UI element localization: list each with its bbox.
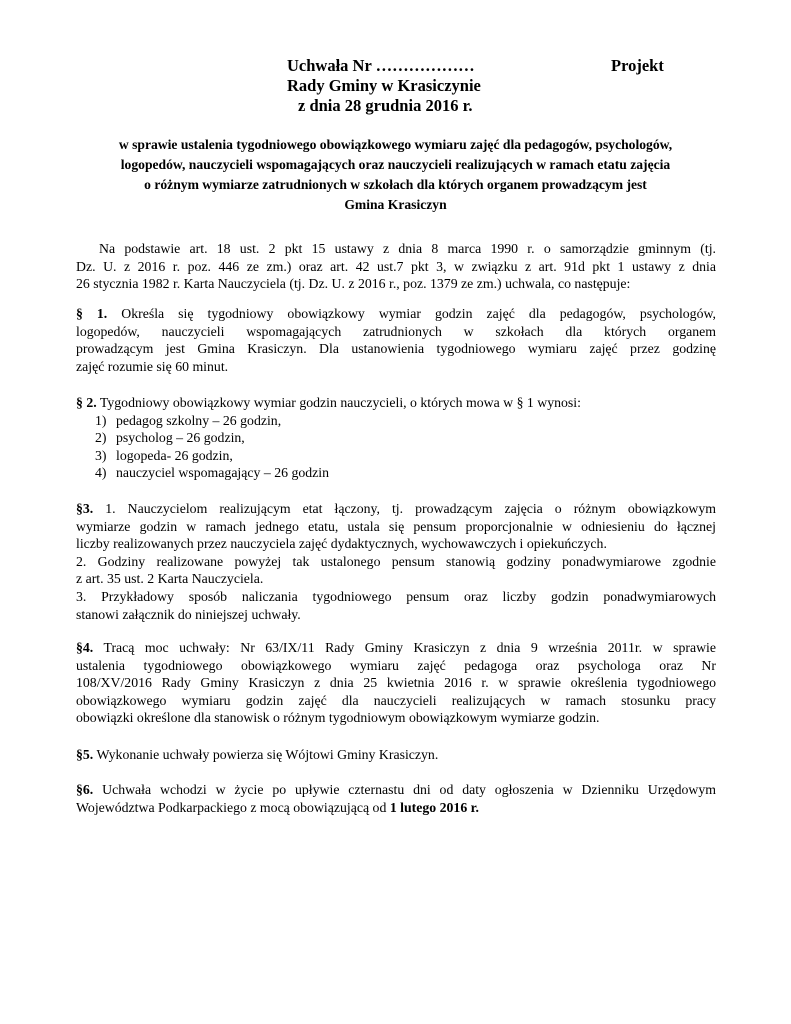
list-item-text: pedagog szkolny – 26 godzin, (116, 412, 282, 428)
paragraph-label: §4. (76, 640, 94, 655)
paragraph-line: 108/XV/2016 Rady Gminy Krasiczyn z dnia 25 kwietnia 2016 r. w sprawie określenia tygodniowego (76, 675, 716, 691)
legal-basis-line: 26 stycznia 1982 r. Karta Nauczyciela (tj. Dz. U. z 2016 r., poz. 1379 ze zm.) uchwala, co następuje: (76, 276, 631, 292)
subject-line: o różnym wymiarze zatrudnionych w szkołach dla których organem prowadzącym jest (144, 177, 647, 192)
paragraph-line: z art. 35 ust. 2 Karta Nauczyciela. (76, 571, 264, 587)
legal-basis-line: Na podstawie art. 18 ust. 2 pkt 15 ustawy z dnia 8 marca 1990 r. o samorządzie gminnym (tj. (99, 241, 716, 256)
paragraph-3 (76, 500, 716, 623)
point-number: 1. (105, 501, 116, 516)
paragraph-line: wymiarze godzin w ramach jednego etatu, ustala się pensum proporcjonalnie w odniesieniu do łącznej (76, 518, 716, 534)
list-item-text: nauczyciel wspomagający – 26 godzin (116, 465, 330, 481)
resolution-number: Uchwała Nr ……………… (287, 56, 475, 75)
paragraph-line: liczby realizowanych przez nauczyciela zajęć dydaktycznych, wychowawczych i opiekuńczych. (76, 536, 607, 552)
paragraph-line: 3. Przykładowy sposób naliczania tygodniowego pensum oraz liczby godzin ponadwymiarowych (76, 588, 716, 604)
list-item (76, 429, 716, 447)
paragraph-label: §5. (76, 747, 94, 762)
paragraph-line: Określa się tygodniowy obowiązkowy wymiar godzin zajęć dla pedagogów, psychologów, (121, 306, 716, 321)
paragraph-line: Uchwała wchodzi w życie po upływie czternastu dni od daty ogłoszenia w Dzienniku Urzędowym (102, 782, 716, 797)
rates-list (76, 412, 716, 482)
subject-line: w sprawie ustalenia tygodniowego obowiązkowego wymiaru zajęć dla pedagogów, psychologów, (118, 137, 673, 152)
council-name: Rady Gminy w Krasiczynie (287, 76, 481, 95)
subject-line: Gmina Krasiczyn (344, 197, 447, 212)
list-item-text: logopeda- 26 godzin, (116, 447, 233, 463)
paragraph-label: § 1. (76, 306, 108, 321)
subject-line: logopedów, nauczycieli wspomagających oraz nauczycieli realizujących w ramach etatu zajęcia (120, 157, 671, 172)
list-item (76, 447, 716, 465)
paragraph-line: logopedów, nauczycieli wspomagających zatrudnionych w szkołach dla których organem (76, 323, 716, 339)
paragraph-line: stanowi załącznik do niniejszej uchwały. (76, 606, 301, 622)
paragraph-label: §6. (76, 782, 94, 797)
paragraph-label: § 2. (76, 395, 97, 410)
list-item-text: psycholog – 26 godzin, (116, 430, 245, 446)
paragraph-line: Tracą moc uchwały: Nr 63/IX/11 Rady Gminy Krasiczyn z dnia 9 września 2011r. w sprawie (103, 640, 716, 655)
list-item-number: 3) (95, 447, 107, 463)
paragraph-line: 2. Godziny realizowane powyżej tak ustalonego pensum stanowią godziny ponadwymiarowe zgodnie (76, 553, 716, 569)
paragraph-line: Nauczycielom realizującym etat łączony, tj. prowadzącym zajęcia o różnym obowiązkowym (127, 501, 716, 516)
list-item (76, 464, 716, 482)
paragraph-2 (76, 394, 716, 482)
paragraph-5 (76, 746, 716, 764)
project-label: Projekt (611, 56, 664, 75)
paragraph-line: Tygodniowy obowiązkowy wymiar godzin nauczycieli, o których mowa w § 1 wynosi: (99, 395, 581, 410)
paragraph-6 (76, 781, 716, 816)
paragraph-line: prowadzącym jest Gmina Krasiczyn. Dla ustanowienia tygodniowego wymiaru zajęć przez godzinę (76, 341, 716, 357)
resolution-subject (60, 135, 731, 215)
list-item-number: 2) (95, 430, 107, 446)
paragraph-line: Województwa Podkarpackiego z mocą obowiązującą od (76, 799, 387, 815)
paragraph-4 (76, 639, 716, 727)
paragraph-line: obowiązki określone dla stanowisk o różnym tygodniowym obowiązkowym wymiarze godzin. (76, 710, 600, 726)
paragraph-line: obowiązkowego wymiaru godzin zajęć dla nauczycieli realizujących w ramach stosunku pracy (76, 692, 716, 708)
paragraph-line: Wykonanie uchwały powierza się Wójtowi Gminy Krasiczyn. (96, 747, 439, 762)
legal-basis (76, 240, 716, 293)
list-item-number: 4) (95, 465, 107, 481)
list-item-number: 1) (95, 412, 107, 428)
legal-basis-line: Dz. U. z 2016 r. poz. 446 ze zm.) oraz art. 42 ust.7 pkt 3, w związku z art. 91d pkt 1 ustawy z dnia (76, 258, 716, 274)
paragraph-line: ustalenia tygodniowego obowiązkowego wymiaru zajęć pedagoga oraz psychologa oraz Nr (76, 657, 716, 673)
paragraph-label: §3. (76, 501, 94, 516)
paragraph-line: zajęć rozumie się 60 minut. (76, 358, 229, 374)
paragraph-1 (76, 305, 716, 375)
effective-date: 1 lutego 2016 r. (389, 799, 479, 815)
list-item (76, 412, 716, 430)
resolution-date: z dnia 28 grudnia 2016 r. (298, 96, 473, 115)
